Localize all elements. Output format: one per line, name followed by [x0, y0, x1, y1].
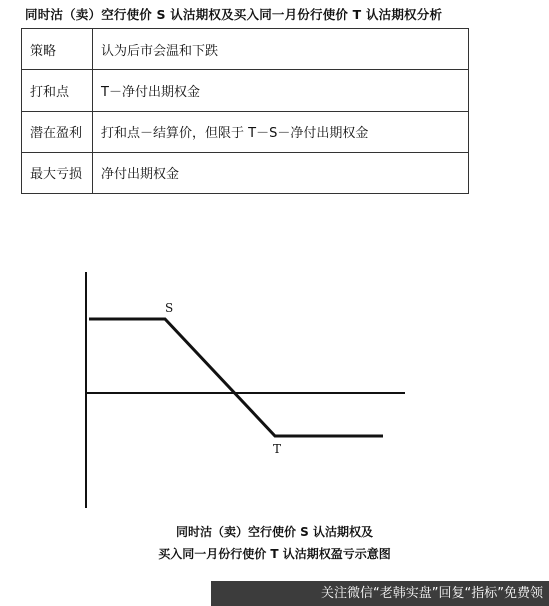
table-row	[22, 29, 469, 70]
table-title: 同时沽（卖）空行使价 S 认沽期权及买入同一月份行使价 T 认沽期权分析	[25, 7, 443, 22]
row-value-potential-profit: 打和点－结算价，但限于 T－S－净付出期权金	[93, 111, 469, 152]
strike-s-label: S	[165, 301, 174, 315]
table-row	[22, 111, 469, 152]
row-key-strategy: 策略	[22, 29, 93, 70]
payoff-line	[89, 319, 383, 436]
strike-t-label: T	[273, 442, 282, 456]
payoff-diagram	[0, 260, 549, 520]
row-value-breakeven: T－净付出期权金	[93, 70, 469, 111]
strategy-analysis-table	[21, 28, 469, 194]
row-key-breakeven: 打和点	[22, 70, 93, 111]
row-value-max-loss: 净付出期权金	[93, 152, 469, 193]
figure-caption-line1: 同时沽（卖）空行使价 S 认沽期权及	[176, 525, 373, 539]
watermark-banner: 关注微信“老韩实盘”回复“指标”免费领	[211, 581, 549, 606]
row-key-max-loss: 最大亏损	[22, 152, 93, 193]
figure-caption-line2: 买入同一月份行使价 T 认沽期权盈亏示意图	[158, 547, 391, 561]
table-row	[22, 152, 469, 193]
table-row	[22, 70, 469, 111]
row-value-strategy: 认为后市会温和下跌	[93, 29, 469, 70]
row-key-potential-profit: 潜在盈利	[22, 111, 93, 152]
